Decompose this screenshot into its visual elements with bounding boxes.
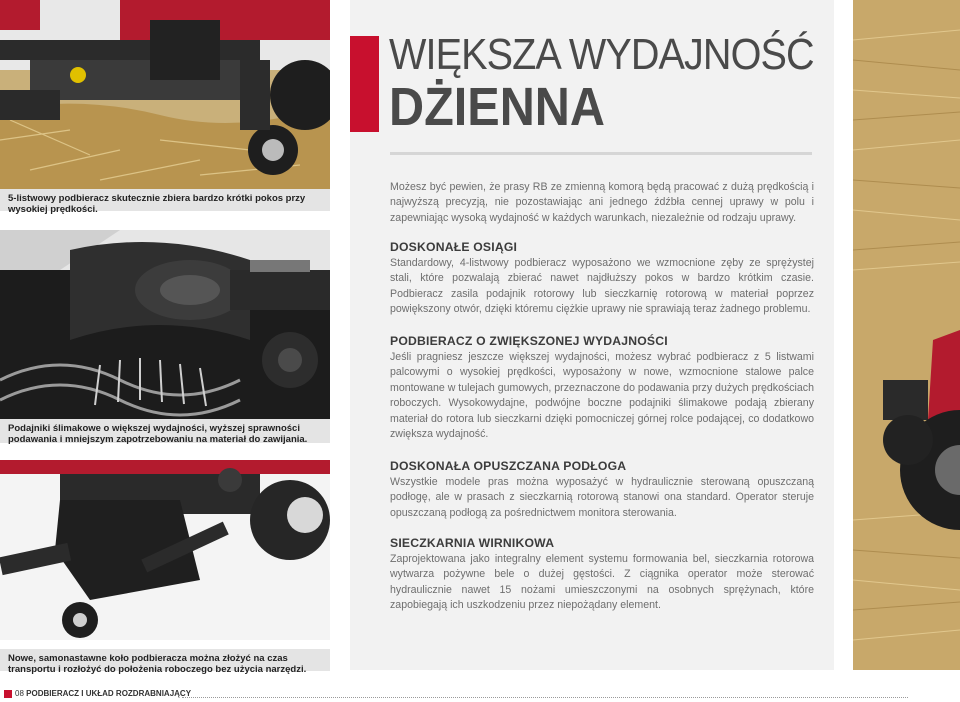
article-panel (350, 0, 834, 670)
footer-accent-square (4, 690, 12, 698)
section-heading-performance: DOSKONAŁE OSIĄGI (390, 240, 518, 254)
photo-wheel (0, 460, 330, 640)
section-heading-rotor-cutter: SIECZKARNIA WIRNIKOWA (390, 536, 555, 550)
title-accent-bar (350, 36, 379, 132)
footer-label (15, 689, 191, 699)
section-heading-pickup: PODBIERACZ O ZWIĘKSZONEJ WYDAJNOŚCI (390, 334, 668, 348)
photo-pickup (0, 0, 330, 189)
intro-paragraph: Możesz być pewien, że prasy RB ze zmienną komorą będą pracować z dużą prędkością i najwyższą precyzją, nie pozostawiając ani jednego źdźbła cennej uprawy w polu i zapewniając wysoką wydajność w każdych warunkach, niezależnie od rodzaju uprawy. (390, 181, 814, 224)
footer-dotted-rule (182, 697, 908, 698)
photo-field-tractor (853, 0, 960, 670)
headline-rule (390, 152, 812, 155)
caption-wheel: Nowe, samonastawne koło podbieracza można złożyć na czas transportu i rozłożyć do położenia roboczego bez użycia narzędzi. (0, 649, 330, 671)
photo-augers (0, 230, 330, 419)
headline-line-2: DŻIENNA (389, 77, 605, 137)
caption-pickup: 5-listwowy podbieracz skutecznie zbiera bardzo krótki pokos przy wysokiej prędkości. (0, 189, 330, 211)
section-text-rotor-cutter: Zaprojektowana jako integralny element systemu formowania bel, sieczkarnia rotorowa wytwarza pożywne bele o dużej gęstości. Z ciągnika operator może sterować hydraulicznie nawet 15 nożami umieszczonymi na osobnych sprężynach, które zapobiegają ich uszkodzeniu przez niepożądany element. (390, 553, 814, 612)
footer-section-title: PODBIERACZ I UKŁAD ROZDRABNIAJĄCY (26, 689, 192, 698)
section-text-pickup: Jeśli pragniesz jeszcze większej wydajności, możesz wybrać podbieracz z 5 listwami palcowymi o wysokiej prędkości, wyposażony w nowe, wzmocnione stalowe palce montowane w tulejach gumowych, przeznaczone do podawania przy dużych prędkościach roboczych. Wysokowydajne, podwójne boczne podajniki ślimakowe podają zbierany materiał do rotora lub sieczkarni dzięki pomocniczej górnej rolce podającej, co dodatkowo zwiększa wydajność. (390, 351, 814, 441)
section-heading-drop-floor: DOSKONAŁA OPUSZCZANA PODŁOGA (390, 459, 627, 473)
section-text-drop-floor: Wszystkie modele pras można wyposażyć w hydraulicznie sterowaną opuszczaną podłogę, ale w prasach z sieczkarnią rotorową stanowi ona standard. Operator steruje opuszczaną podłogą za pośrednictwem monitora sterowania. (390, 476, 814, 519)
headline-line-1: WIĘKSZA WYDAJNOŚĆ (389, 30, 814, 79)
section-text-performance: Standardowy, 4-listwowy podbieracz wyposażono we wzmocnione zęby ze sprężystej stali, które pozwalają zbierać nawet najdłuższy pokos w bardzo krótkim czasie. Podbieracz zasila podajnik rotorowy lub sieczkarnię rotorową w materiał poprzez powiększony otwór, dzięki któremu ciężkie uprawy nie sprawiają teraz żadnego problemu. (390, 257, 814, 316)
page-number: 08 (15, 689, 24, 698)
caption-augers: Podajniki ślimakowe o większej wydajności, wyższej sprawności podawania i mniejszym zapotrzebowaniu na materiał do zawijania. (0, 419, 330, 443)
